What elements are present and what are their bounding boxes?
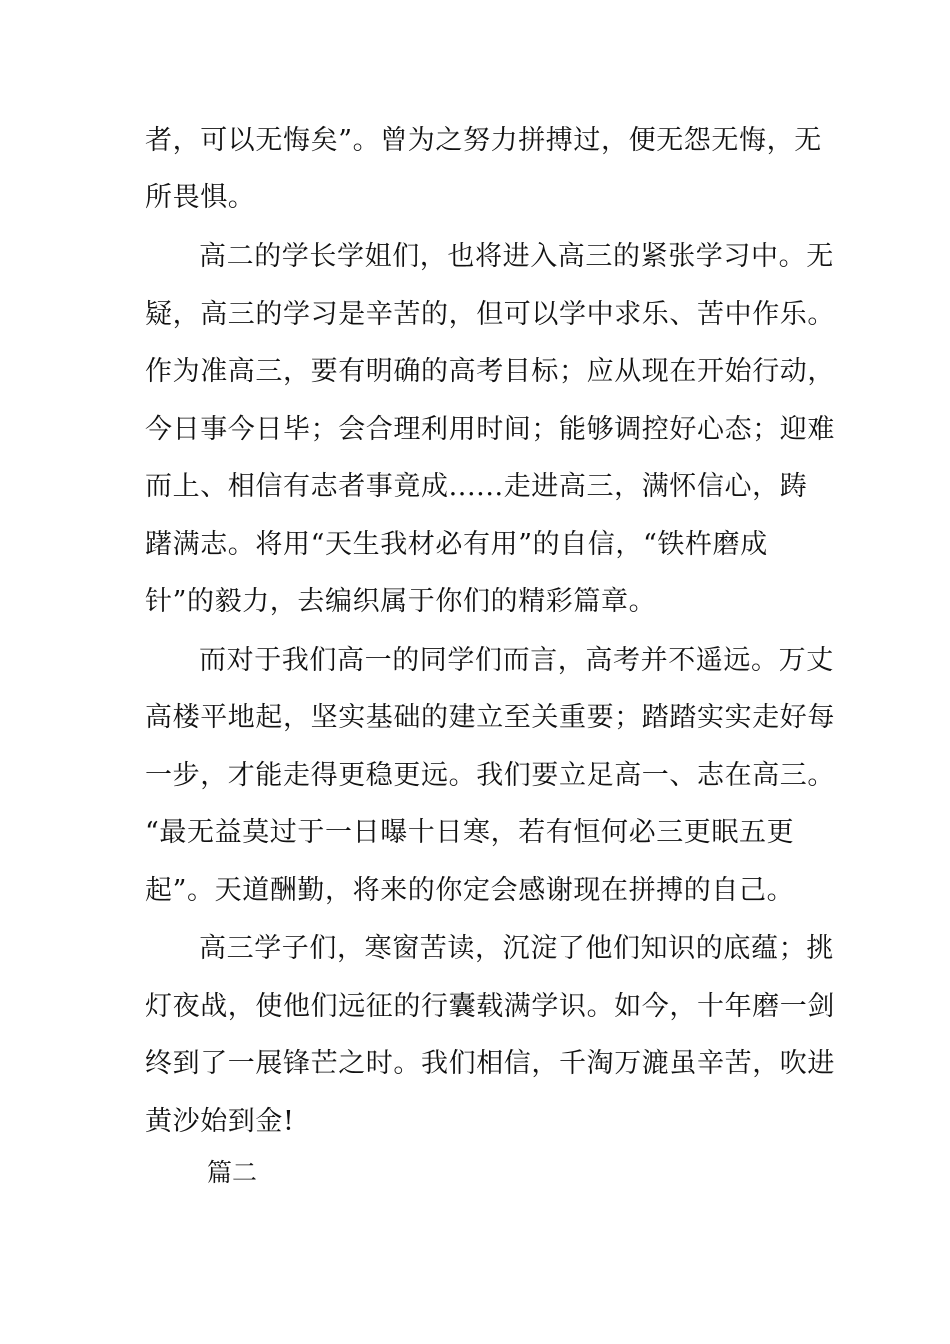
paragraph-3-line-2: 高楼平地起，坚实基础的建立至关重要；踏踏实实走好每 xyxy=(145,702,835,733)
paragraph-3-line-1: 而对于我们高一的同学们而言，高考并不遥远。万丈 xyxy=(199,645,834,676)
paragraph-2-line-6: 躇满志。将用“天生我材必有用”的自信，“铁杵磨成 xyxy=(145,529,768,560)
paragraph-2-line-2: 疑，高三的学习是辛苦的，但可以学中求乐、苦中作乐。 xyxy=(145,299,835,330)
paragraph-4-line-1: 高三学子们，寒窗苦读，沉淀了他们知识的底蕴；挑 xyxy=(199,933,834,964)
paragraph-3-line-4: “最无益莫过于一日曝十日寒，若有恒何必三更眠五更 xyxy=(145,817,795,848)
paragraph-1-line-2: 所畏惧。 xyxy=(145,182,256,213)
paragraph-2-line-5: 而上、相信有志者事竟成......走进高三，满怀信心，踌 xyxy=(145,471,808,502)
paragraph-3-line-5: 起”。天道酬勤，将来的你定会感谢现在拼搏的自己。 xyxy=(145,875,795,906)
paragraph-4-line-2: 灯夜战，使他们远征的行囊载满学识。如今，十年磨一剑 xyxy=(145,991,835,1022)
paragraph-2-line-1: 高二的学长学姐们，也将进入高三的紧张学习中。无 xyxy=(199,241,834,272)
section-heading: 篇二 xyxy=(207,1158,258,1187)
paragraph-2-line-7: 针”的毅力，去编织属于你们的精彩篇章。 xyxy=(145,586,657,617)
paragraph-4-line-4: 黄沙始到金! xyxy=(145,1106,295,1137)
paragraph-2-line-4: 今日事今日毕；会合理利用时间；能够调控好心态；迎难 xyxy=(145,414,835,445)
paragraph-4-line-3: 终到了一展锋芒之时。我们相信，千淘万漉虽辛苦，吹进 xyxy=(145,1048,835,1079)
paragraph-3-line-3: 一步，才能走得更稳更远。我们要立足高一、志在高三。 xyxy=(145,760,835,791)
paragraph-1-line-1: 者，可以无悔矣”。曾为之努力拼搏过，便无怨无悔，无 xyxy=(145,125,822,156)
paragraph-2-line-3: 作为准高三，要有明确的高考目标；应从现在开始行动， xyxy=(145,356,835,387)
